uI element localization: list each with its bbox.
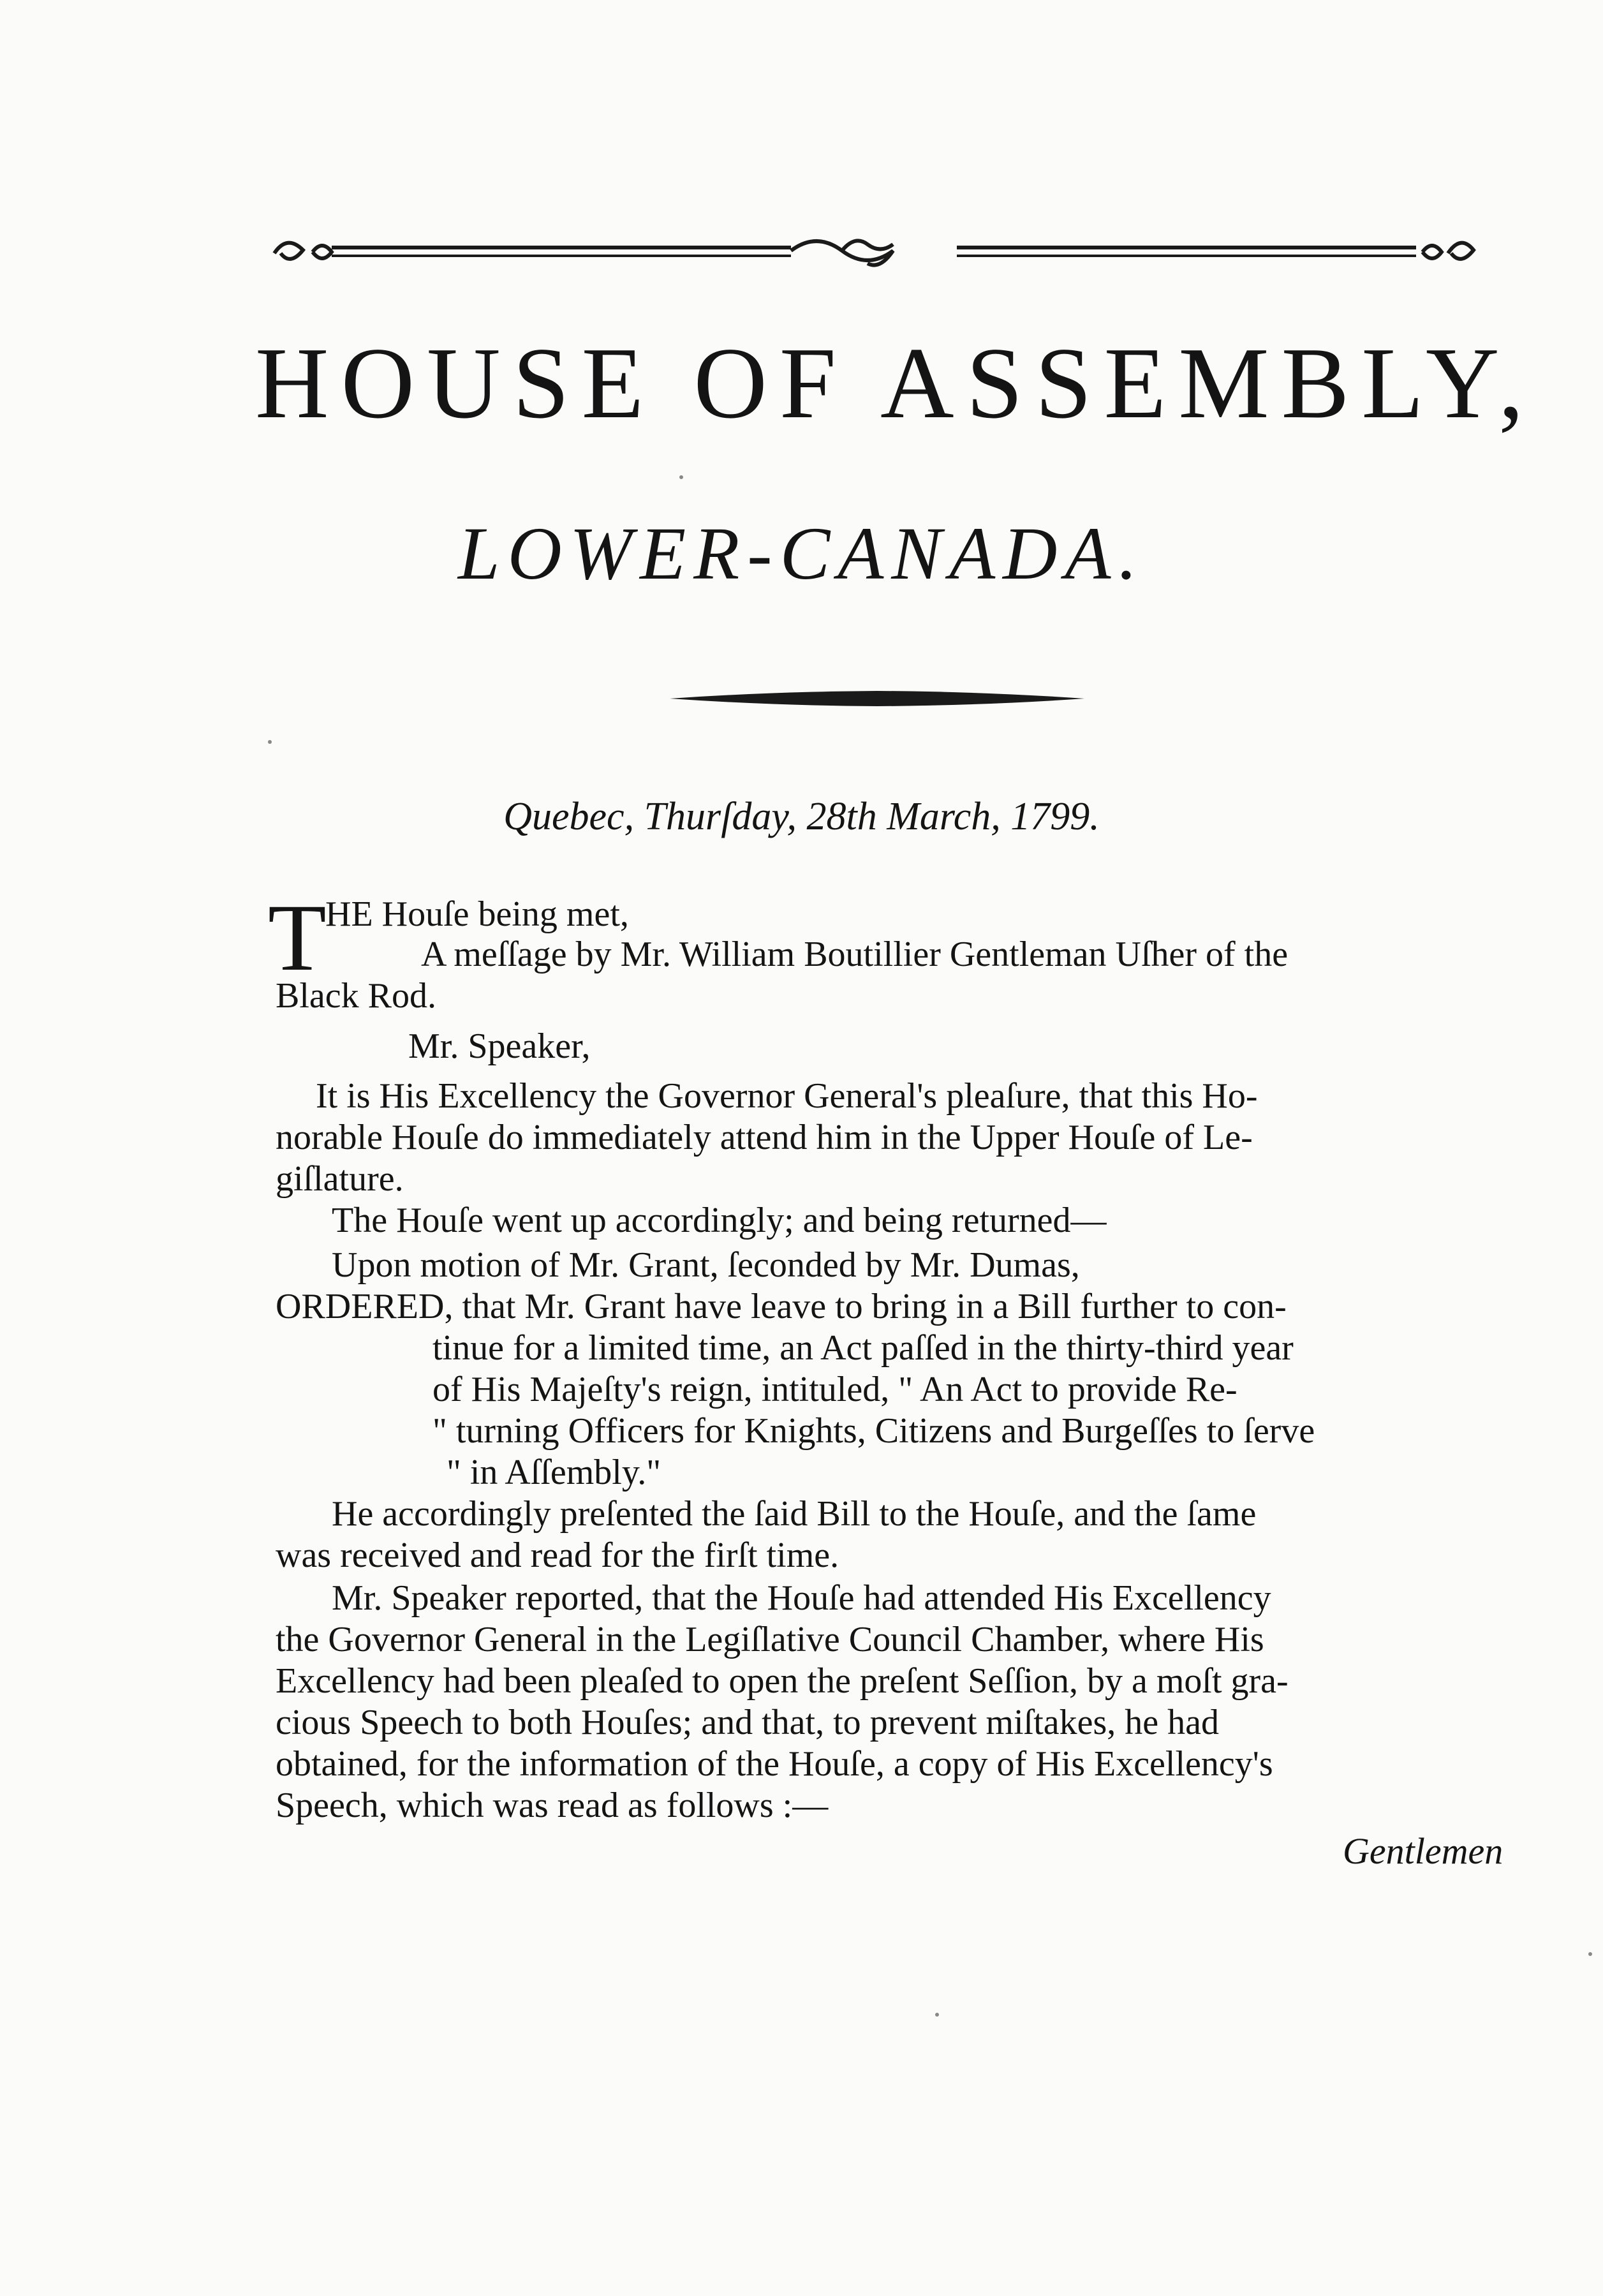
text-line-12: of His Majeſty's reign, intituled, " An Act to provide Re- [432, 1370, 1237, 1409]
text-line-1: HE Houſe being met, [325, 894, 629, 934]
text-line-3: Black Rod. [276, 976, 436, 1016]
text-line-13: " turning Officers for Knights, Citizens and Burgeſſes to ſerve [432, 1411, 1315, 1451]
text-line-18: the Governor General in the Legiſlative Council Chamber, where His [276, 1620, 1264, 1659]
text-line-21: obtained, for the information of the Houſe, a copy of His Excellency's [276, 1744, 1273, 1784]
page-subtitle: LOWER-CANADA. [458, 512, 1145, 595]
text-line-2: A meſſage by Mr. William Boutillier Gentleman Uſher of the [421, 935, 1289, 974]
text-line-6: norable Houſe do immediately attend him in the Upper Houſe of Le- [276, 1118, 1253, 1157]
text-line-15: He accordingly preſented the ſaid Bill to the Houſe, and the ſame [332, 1494, 1257, 1534]
text-line-11: tinue for a limited time, an Act paſſed in the thirty-third year [432, 1328, 1294, 1368]
text-line-19: Excellency had been pleaſed to open the preſent Seſſion, by a moſt gra- [276, 1661, 1289, 1701]
drop-cap: T [268, 885, 327, 991]
decorative-rule [670, 689, 1084, 708]
dateline: Quebec, Thurſday, 28th March, 1799. [503, 795, 1100, 838]
text-line-10: ORDERED, that Mr. Grant have leave to bring in a Bill further to con- [276, 1287, 1287, 1326]
page-title: HOUSE OF ASSEMBLY, [255, 326, 1536, 440]
ink-speck [679, 475, 683, 479]
text-line-7: giſlature. [276, 1159, 404, 1199]
text-line-5: It is His Excellency the Governor General's pleaſure, that this Ho- [316, 1076, 1258, 1116]
ink-speck [935, 2013, 939, 2017]
text-line-22: Speech, which was read as follows :— [276, 1786, 829, 1825]
text-line-20: cious Speech to both Houſes; and that, to prevent miſtakes, he had [276, 1703, 1219, 1742]
text-line-17: Mr. Speaker reported, that the Houſe had attended His Excellency [332, 1578, 1271, 1618]
catchword: Gentlemen [1343, 1830, 1503, 1872]
ink-speck [1588, 1952, 1592, 1956]
text-line-16: was received and read for the firſt time. [276, 1536, 839, 1575]
header-ornament [268, 226, 1480, 278]
text-line-4: Mr. Speaker, [408, 1026, 591, 1066]
ink-speck [268, 740, 272, 744]
text-line-9: Upon motion of Mr. Grant, ſeconded by Mr. Dumas, [332, 1245, 1080, 1285]
text-line-8: The Houſe went up accordingly; and being returned— [332, 1201, 1107, 1240]
text-line-14: " in Aſſembly." [447, 1453, 661, 1492]
